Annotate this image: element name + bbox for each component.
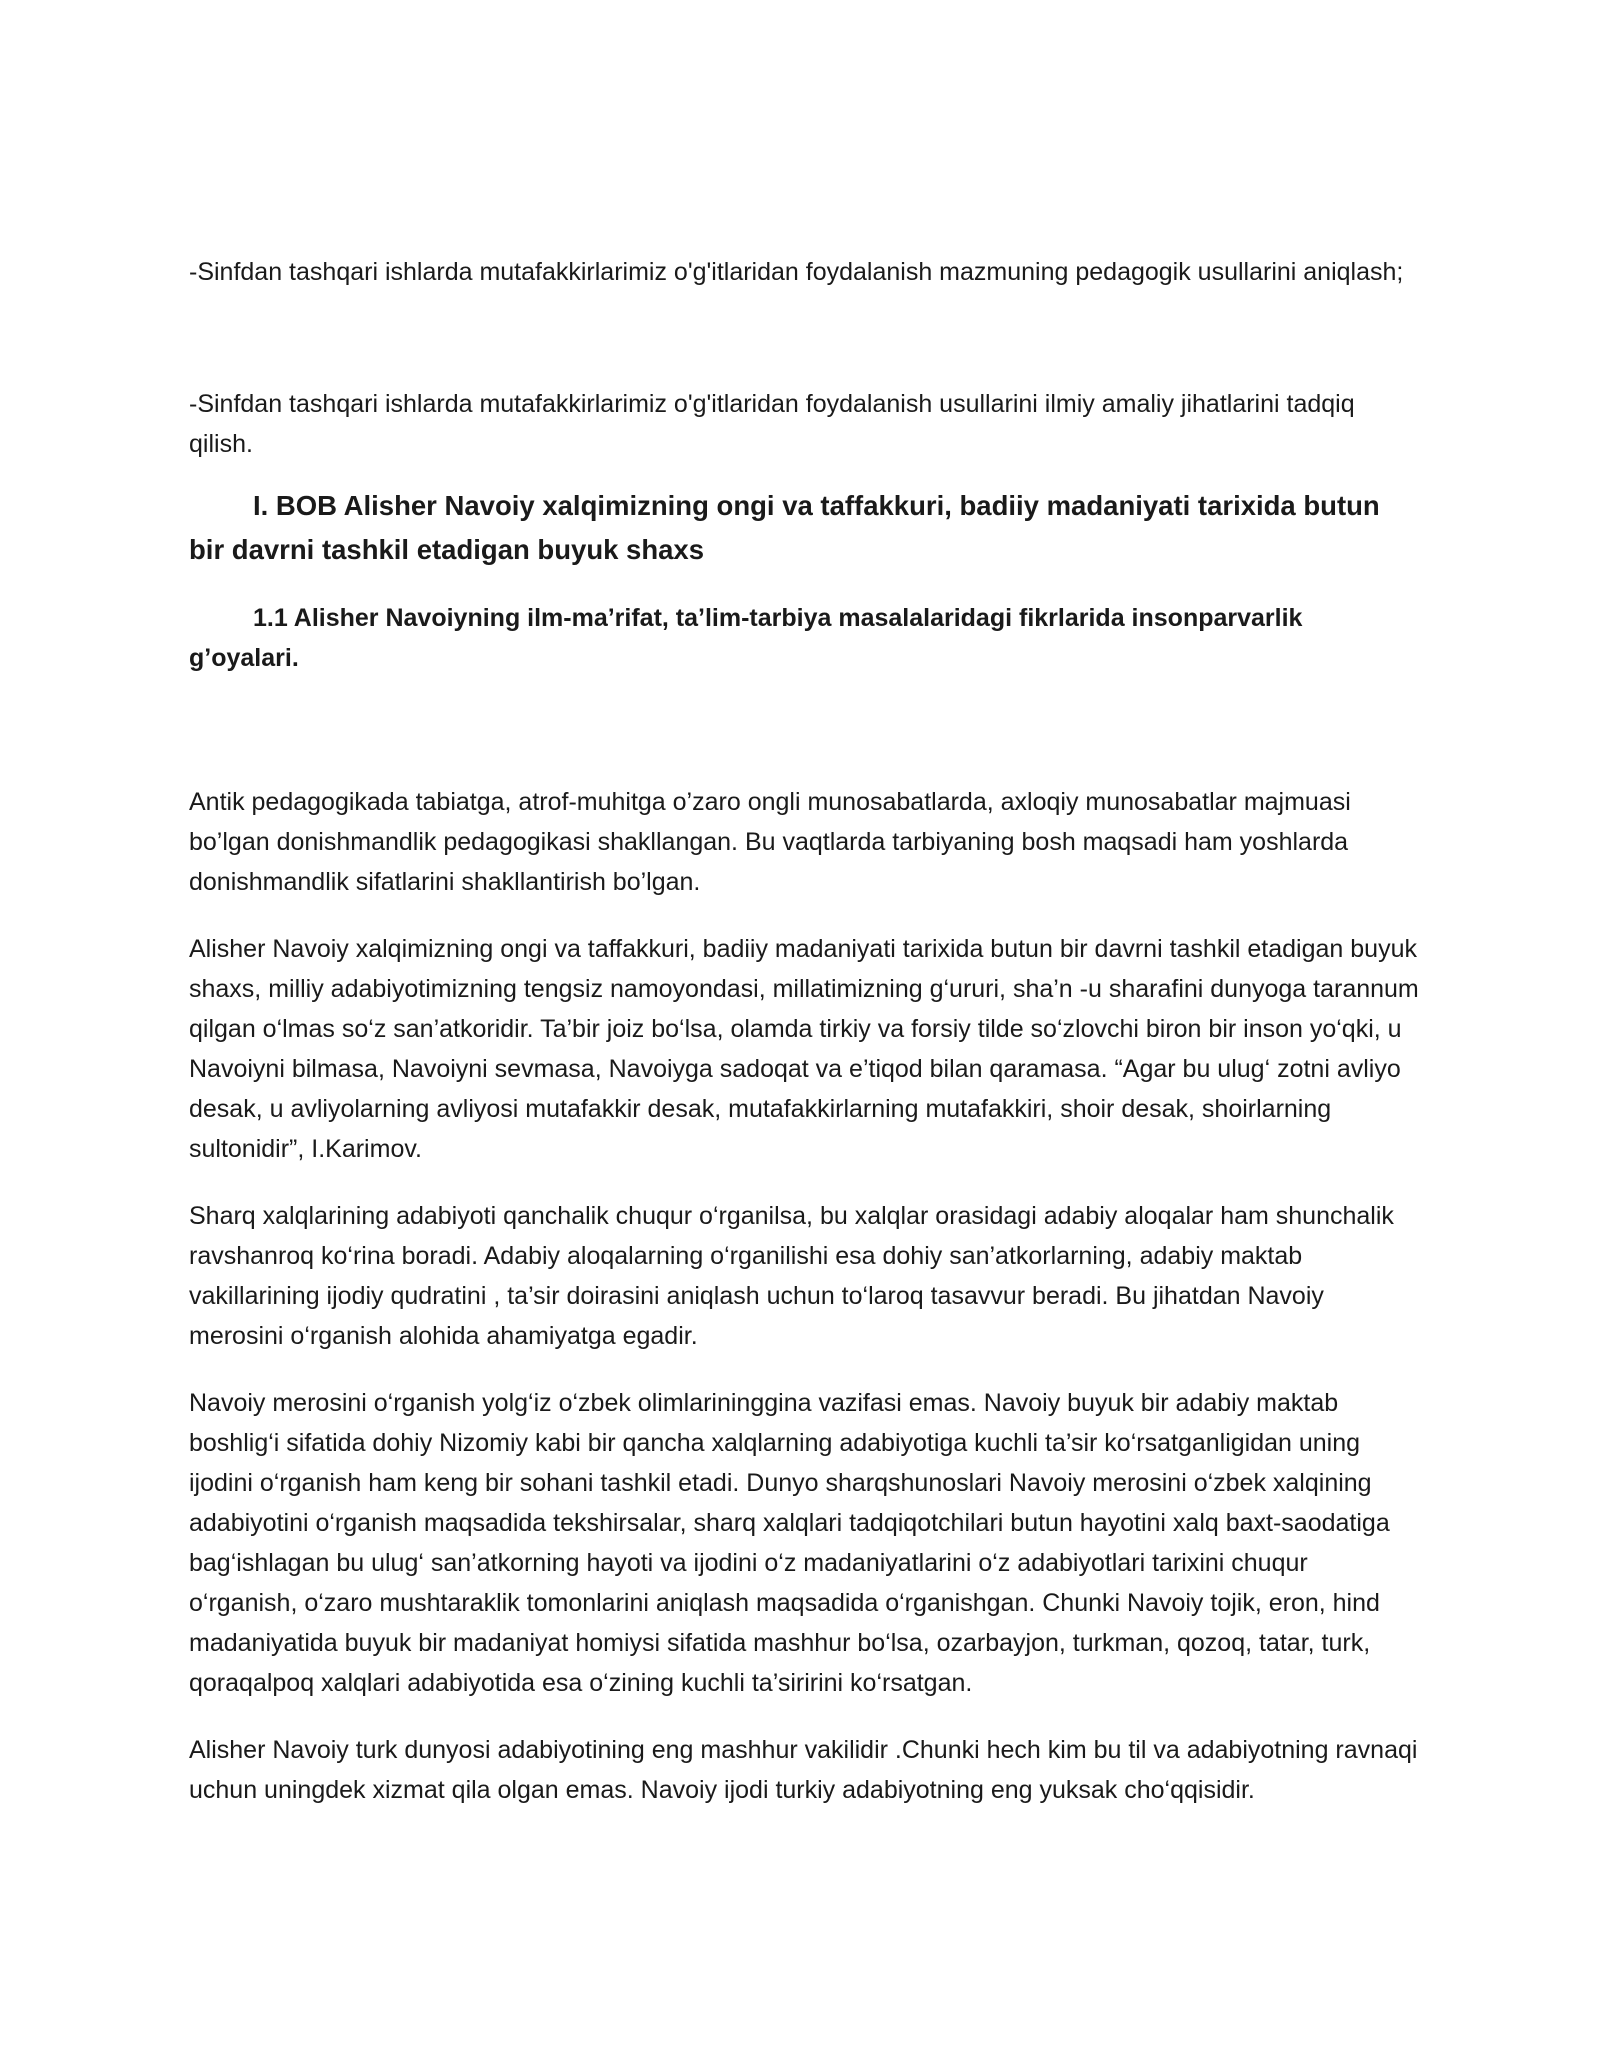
chapter-heading: I. BOB Alisher Navoiy xalqimizning ongi va taffakkuri, badiiy madaniyati tarixida butun bir davrni tashkil etadigan buyuk shaxs bbox=[189, 490, 1380, 565]
section-heading: 1.1 Alisher Navoiyning ilm-ma’rifat, ta’lim-tarbiya masalalaridagi fikrlarida insonparvarlik g’oyalari. bbox=[189, 604, 1303, 672]
objective-paragraph-2: -Sinfdan tashqari ishlarda mutafakkirlarimiz o'g'itlaridan foydalanish usullarini ilmiy amaliy jihatlarini tadqiq qilish. bbox=[189, 390, 1355, 458]
body-paragraph-4: Navoiy merosini o‘rganish yolg‘iz o‘zbek olimlariningginа vazifasi emas. Navoiy buyuk bir adabiy maktab boshlig‘i sifatida dohiy Nizomiy kabi bir qancha xalqlarning adabiyotiga kuchli ta’sir ko‘rsatganligidan uning ijodini o‘rganish ham keng bir sohani tashkil etadi. Dunyo sharqshunoslari Navoiy merosini o‘zbek xalqining adabiyotini o‘rganish maqsadida tekshirsalar, sharq xalqlari tadqiqotchilari butun hayotini xalq baxt-saodatiga bag‘ishlagan bu ulug‘ san’atkorning hayoti va ijodini o‘z madaniyatlarini o‘z adabiyotlari tarixini chuqur o‘rganish, o‘zaro mushtaraklik tomonlarini aniqlash maqsadida o‘rganishgan. Chunki Navoiy tojik, eron, hind madaniyatida buyuk bir madaniyat homiysi sifatida mashhur bo‘lsa, ozarbayjon, turkman, qozoq, tatar, turk, qoraqalpoq xalqlari adabiyotida esa o‘zining kuchli ta’siririni ko‘rsatgan. bbox=[189, 1389, 1390, 1697]
body-paragraph-5: Alisher Navoiy turk dunyosi adabiyotining eng mashhur vakilidir .Chunki hech kim bu til va adabiyotning ravnaqi uchun uningdek xizmat qila olgan emas. Navoiy ijodi turkiy adabiyotning eng yuksak cho‘qqisidir. bbox=[189, 1736, 1418, 1804]
objective-paragraph-1: -Sinfdan tashqari ishlarda mutafakkirlarimiz o'g'itlaridan foydalanish mazmuning pedagogik usullarini aniqlash; bbox=[189, 258, 1404, 286]
body-paragraph-2: Alisher Navoiy xalqimizning ongi va taffakkuri, badiiy madaniyati tarixida butun bir davrni tashkil etadigan buyuk shaxs, milliy adabiyotimizning tengsiz namoyondasi, millatimizning g‘ururi, sha’n -u sharafini dunyoga tarannum qilgan o‘lmas so‘z san’atkoridir. Ta’bir joiz bo‘lsa, olamda tirkiy va forsiy tilde so‘zlovchi biron bir inson yo‘qki, u Navoiyni bilmasa, Navoiyni sevmasa, Navoiyga sadoqat va e’tiqod bilan qaramasa. “Agar bu ulug‘ zotni avliyo desak, u avliyolarning avliyosi mutafakkir desak, mutafakkirlarning mutafakkiri, shoir desak, shoirlarning sultonidir”, I.Karimov. bbox=[189, 935, 1419, 1163]
document-page bbox=[189, 252, 1419, 1837]
body-paragraph-3: Sharq xalqlarining adabiyoti qanchalik chuqur o‘rganilsa, bu xalqlar orasidagi adabiy aloqalar ham shunchalik ravshanroq ko‘rina boradi. Adabiy aloqalarning o‘rganilishi esa dohiy san’atkorlarning, adabiy maktab vakillarining ijodiy qudratini , ta’sir doirasini aniqlash uchun to‘laroq tasavvur beradi. Bu jihatdan Navoiy merosini o‘rganish alohida ahamiyatga egadir. bbox=[189, 1202, 1394, 1350]
body-paragraph-1: Antik pedagogikada tabiatga, atrof-muhitga o’zaro ongli munosabatlarda, axloqiy munosabatlar majmuasi bo’lgan donishmandlik pedagogikasi shakllangan. Bu vaqtlarda tarbiyaning bosh maqsadi ham yoshlarda donishmandlik sifatlarini shakllantirish bo’lgan. bbox=[189, 788, 1351, 896]
